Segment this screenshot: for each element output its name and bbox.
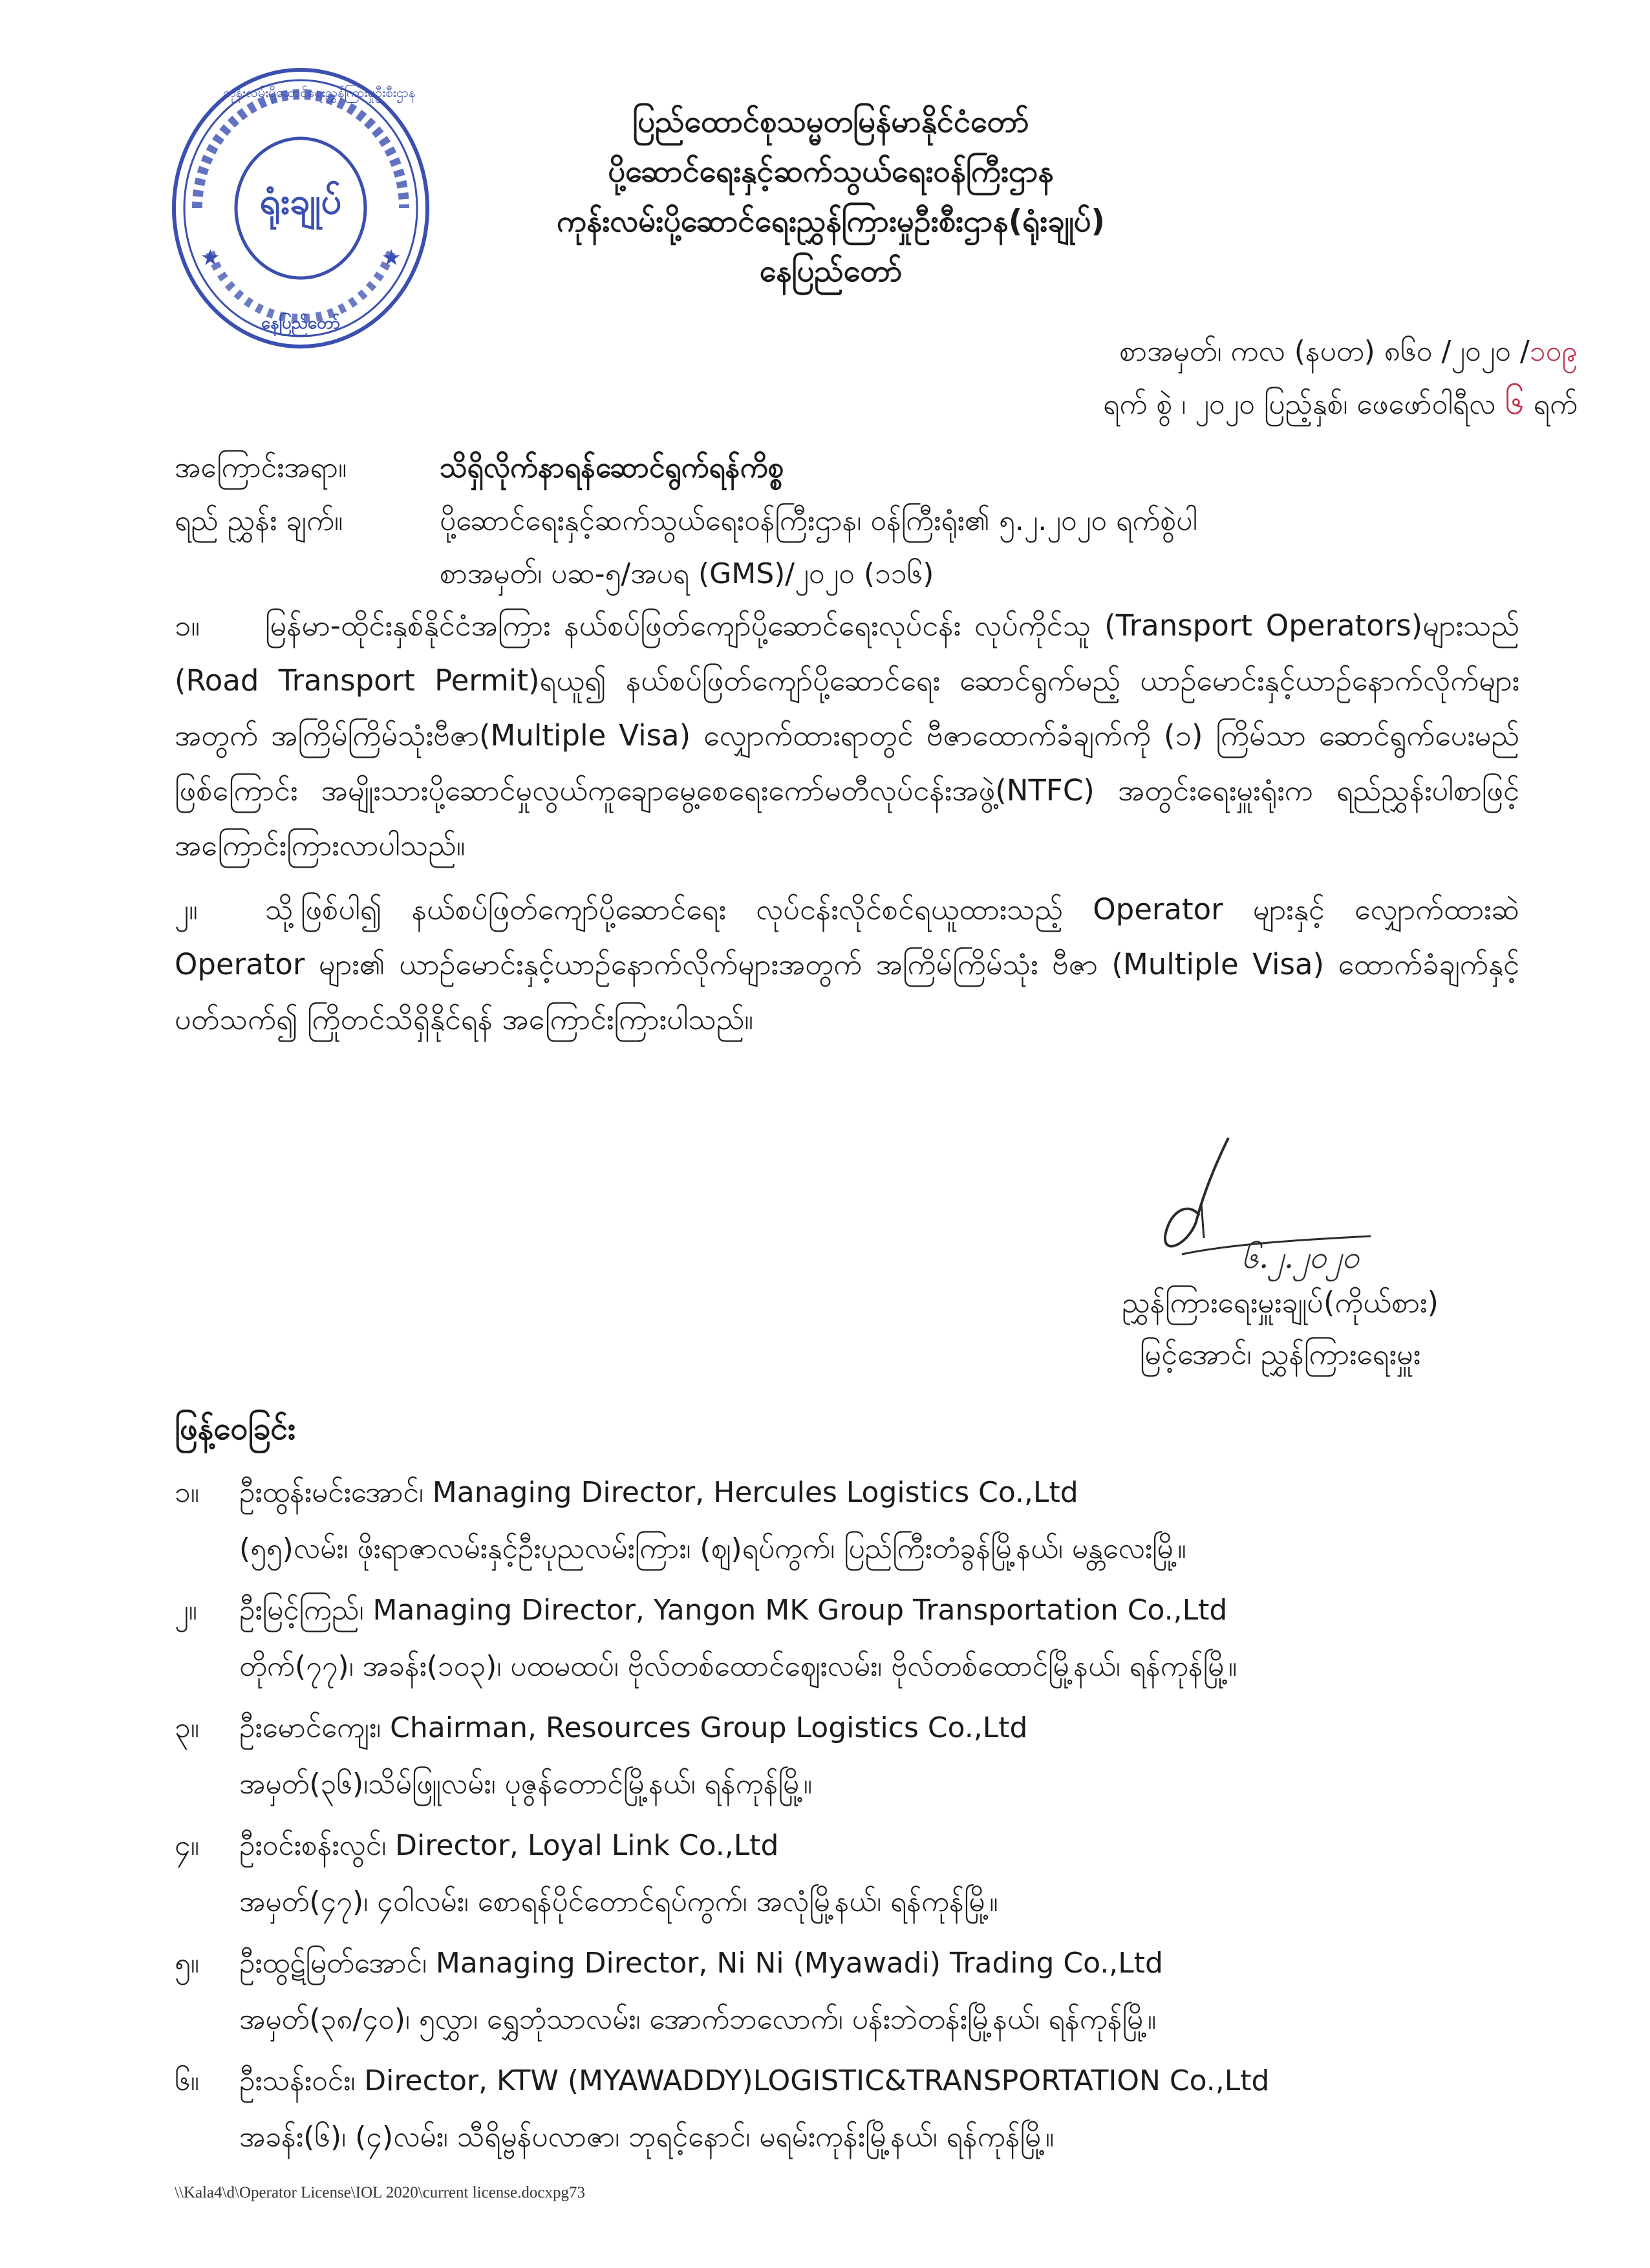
subject-block bbox=[175, 442, 1519, 601]
list-item-number: ၆။ bbox=[175, 2064, 200, 2097]
paragraph-number: ၂။ bbox=[175, 892, 198, 926]
signature-date: ၆.၂.၂၀၂၀ bbox=[1241, 1239, 1360, 1276]
paragraph bbox=[175, 882, 1519, 1047]
recipient-name: ဦးမောင်ကျေး၊ Chairman, Resources Group Logistics Co.,Ltd bbox=[239, 1711, 1028, 1744]
header-line-1: ပြည်ထောင်စုသမ္မတမြန်မာနိုင်ငံတော် bbox=[632, 104, 1029, 140]
signatory-title: ညွှန်ကြားရေးမှူးချုပ်(ကိုယ်စား) bbox=[1122, 1285, 1439, 1320]
paragraph-text: မြန်မာ-ထိုင်းနှစ်နိုင်ငံအကြား နယ်စပ်ဖြတ်ကျော်ပို့ဆောင်ရေးလုပ်ငန်း လုပ်ကိုင်သူ (Transport Operators)များသည် (Road Transport Permit)ရယူ၍ နယ်စပ်ဖြတ်ကျော်ပို့ဆောင်ရေး ဆောင်ရွက်မည့် ယာဉ်မောင်းနှင့်ယာဉ်နောက်လိုက်များအတွက် အကြိမ်ကြိမ်သုံးဗီဇာ(Multiple Visa) လျှောက်ထားရာတွင် ဗီဇာထောက်ခံချက်ကို (၁) ကြိမ်သာ ဆောင်ရွက်ပေးမည်ဖြစ်ကြောင်း အမျိုးသားပို့ဆောင်မှုလွယ်ကူချောမွေ့စေရေးကော်မတီလုပ်ငန်းအဖွဲ့(NTFC) အတွင်းရေးမှူးရုံးက ရည်ညွှန်းပါစာဖြင့် အကြောင်းကြားလာပါသည်။ bbox=[175, 608, 1519, 862]
reference-value-line-1: ပို့ဆောင်ရေးနှင့်ဆက်သွယ်ရေးဝန်ကြီးဌာန၊ ဝန်ကြီးရုံး၏ ၅.၂.၂၀၂၀ ရက်စွဲပါ bbox=[440, 504, 1197, 537]
header-line-4: နေပြည်တော် bbox=[759, 253, 903, 289]
svg-text:★: ★ bbox=[200, 245, 220, 271]
recipient-address: တိုက်(၇၇)၊ အခန်း(၁၀၃)၊ ပထမထပ်၊ ဗိုလ်တစ်ထောင်ဈေးလမ်း၊ ဗိုလ်တစ်ထောင်မြို့နယ်၊ ရန်ကုန်မြို့။ bbox=[239, 1650, 1238, 1683]
signature-block bbox=[1034, 1125, 1526, 1396]
letter-date-suffix: ရက် bbox=[1533, 388, 1578, 421]
list-item-number: ၅။ bbox=[175, 1947, 200, 1980]
paragraph-number: ၁။ bbox=[175, 608, 200, 643]
official-seal bbox=[165, 58, 436, 356]
letter-date-prefix: ရက် စွဲ ၊ ၂၀၂၀ ပြည့်နှစ်၊ ဖေဖော်ဝါရီလ bbox=[1103, 388, 1496, 421]
recipient-name: ဦးဝင်းစန်းလွင်၊ Director, Loyal Link Co.,Ltd bbox=[239, 1829, 779, 1862]
subject-row bbox=[175, 442, 1519, 495]
subject-label: အကြောင်းအရာ။ bbox=[175, 451, 347, 484]
letter-body bbox=[175, 598, 1519, 1056]
list-item bbox=[175, 2053, 1519, 2165]
seal-center-text: ရုံးချုပ် bbox=[259, 180, 342, 222]
letter-date bbox=[776, 377, 1578, 430]
letter-reference bbox=[776, 326, 1578, 430]
recipient-name: ဦးမြင့်ကြည်၊ Managing Director, Yangon MK Group Transportation Co.,Ltd bbox=[239, 1594, 1228, 1627]
list-item-number: ၂။ bbox=[175, 1594, 197, 1627]
recipient-name: ဦးသန်းဝင်း၊ Director, KTW (MYAWADDY)LOGISTIC&TRANSPORTATION Co.,Ltd bbox=[239, 2064, 1270, 2097]
file-path-footer: \\Kala4\d\Operator License\IOL 2020\current license.docxpg73 bbox=[175, 2184, 585, 2201]
list-item-number: ၁။ bbox=[175, 1476, 200, 1509]
recipient-name: ဦးထွဋ်မြတ်အောင်၊ Managing Director, Ni Ni (Myawadi) Trading Co.,Ltd bbox=[239, 1947, 1163, 1980]
recipient-address: အမှတ်(၄၇)၊ ၄ဝါလမ်း၊ စောရန်ပိုင်တောင်ရပ်ကွက်၊ အလုံမြို့နယ်၊ ရန်ကုန်မြို့။ bbox=[239, 1885, 998, 1918]
list-item bbox=[175, 1582, 1519, 1695]
letter-number-handwritten: ၁၀၉ bbox=[1529, 335, 1578, 368]
seal-ring-text: ကုန်းလမ်းပို့ဆောင်ရေးညွှန်ကြားမှုဦးစီးဌာန bbox=[223, 85, 416, 100]
svg-text:★: ★ bbox=[381, 245, 402, 271]
recipient-address: အခန်း(၆)၊ (၄)လမ်း၊ သီရိမ္ဗန်ပလာဇာ၊ ဘုရင့်နောင်၊ မရမ်းကုန်းမြို့နယ်၊ ရန်ကုန်မြို့။ bbox=[239, 2121, 1055, 2154]
subject-value: သိရှိလိုက်နာရန်ဆောင်ရွက်ရန်ကိစ္စ bbox=[440, 451, 784, 484]
reference-row bbox=[175, 495, 1519, 548]
list-item bbox=[175, 1817, 1519, 1930]
list-item bbox=[175, 1935, 1519, 2048]
signatory-name: မြင့်အောင်၊ ညွှန်ကြားရေးမှူး bbox=[1139, 1337, 1421, 1371]
header-line-3: ကုန်းလမ်းပို့ဆောင်ရေးညွှန်ကြားမှုဦးစီးဌာန(ရုံးချုပ်) bbox=[556, 204, 1106, 239]
distribution-list bbox=[175, 1464, 1519, 2170]
distribution-title: ဖြန့်ဝေခြင်း bbox=[175, 1411, 296, 1447]
reference-label: ရည် ညွှန်း ချက်။ bbox=[175, 504, 343, 537]
letterhead bbox=[453, 97, 1209, 296]
list-item bbox=[175, 1464, 1519, 1577]
recipient-name: ဦးထွန်းမင်းအောင်၊ Managing Director, Hercules Logistics Co.,Ltd bbox=[239, 1476, 1078, 1509]
list-item bbox=[175, 1700, 1519, 1812]
list-item-number: ၃။ bbox=[175, 1711, 200, 1744]
seal-bottom-text: နေပြည်တော် bbox=[261, 314, 341, 333]
paragraph-text: သို့ဖြစ်ပါ၍ နယ်စပ်ဖြတ်ကျော်ပို့ဆောင်ရေး လုပ်ငန်းလိုင်စင်ရယူထားသည့် Operator များနှင့် လျှောက်ထားဆဲ Operator များ၏ ယာဉ်မောင်းနှင့်ယာဉ်နောက်လိုက်များအတွက် အကြိမ်ကြိမ်သုံး ဗီဇာ (Multiple Visa) ထောက်ခံချက်နှင့် ပတ်သက်၍ ကြိုတင်သိရှိနိုင်ရန် အကြောင်းကြားပါသည်။ bbox=[175, 892, 1519, 1036]
signatory bbox=[1034, 1277, 1526, 1380]
paragraph bbox=[175, 598, 1519, 873]
letter-date-handwritten: ၆ bbox=[1505, 381, 1525, 422]
reference-value-line-2: စာအမှတ်၊ ပဆ-၅/အပရ (GMS)/၂၀၂၀ (၁၁၆) bbox=[440, 557, 934, 590]
header-line-2: ပို့ဆောင်ရေးနှင့်ဆက်သွယ်ရေးဝန်ကြီးဌာန bbox=[608, 154, 1054, 189]
list-item-number: ၄။ bbox=[175, 1829, 200, 1862]
recipient-address: (၅၅)လမ်း၊ ဖိုးရာဇာလမ်းနှင့်ဦးပုညလမ်းကြား၊ (ဈ)ရပ်ကွက်၊ ပြည်ကြီးတံခွန်မြို့နယ်၊ မန္တလေးမြို့။ bbox=[239, 1532, 1186, 1565]
recipient-address: အမှတ်(၃၆)၊သိမ်ဖြူလမ်း၊ ပုဇွန်တောင်မြို့နယ်၊ ရန်ကုန်မြို့။ bbox=[239, 1768, 813, 1801]
recipient-address: အမှတ်(၃၈/၄၀)၊ ၅လွှာ၊ ရွှေဘုံသာလမ်း၊ အောက်ဘလောက်၊ ပန်းဘဲတန်းမြို့နယ်၊ ရန်ကုန်မြို့။ bbox=[239, 2003, 1157, 2036]
letter-number bbox=[776, 326, 1578, 377]
letter-number-prefix: စာအမှတ်၊ ကလ (နပတ) ၈၆၀ /၂၀၂၀ / bbox=[1119, 335, 1530, 368]
